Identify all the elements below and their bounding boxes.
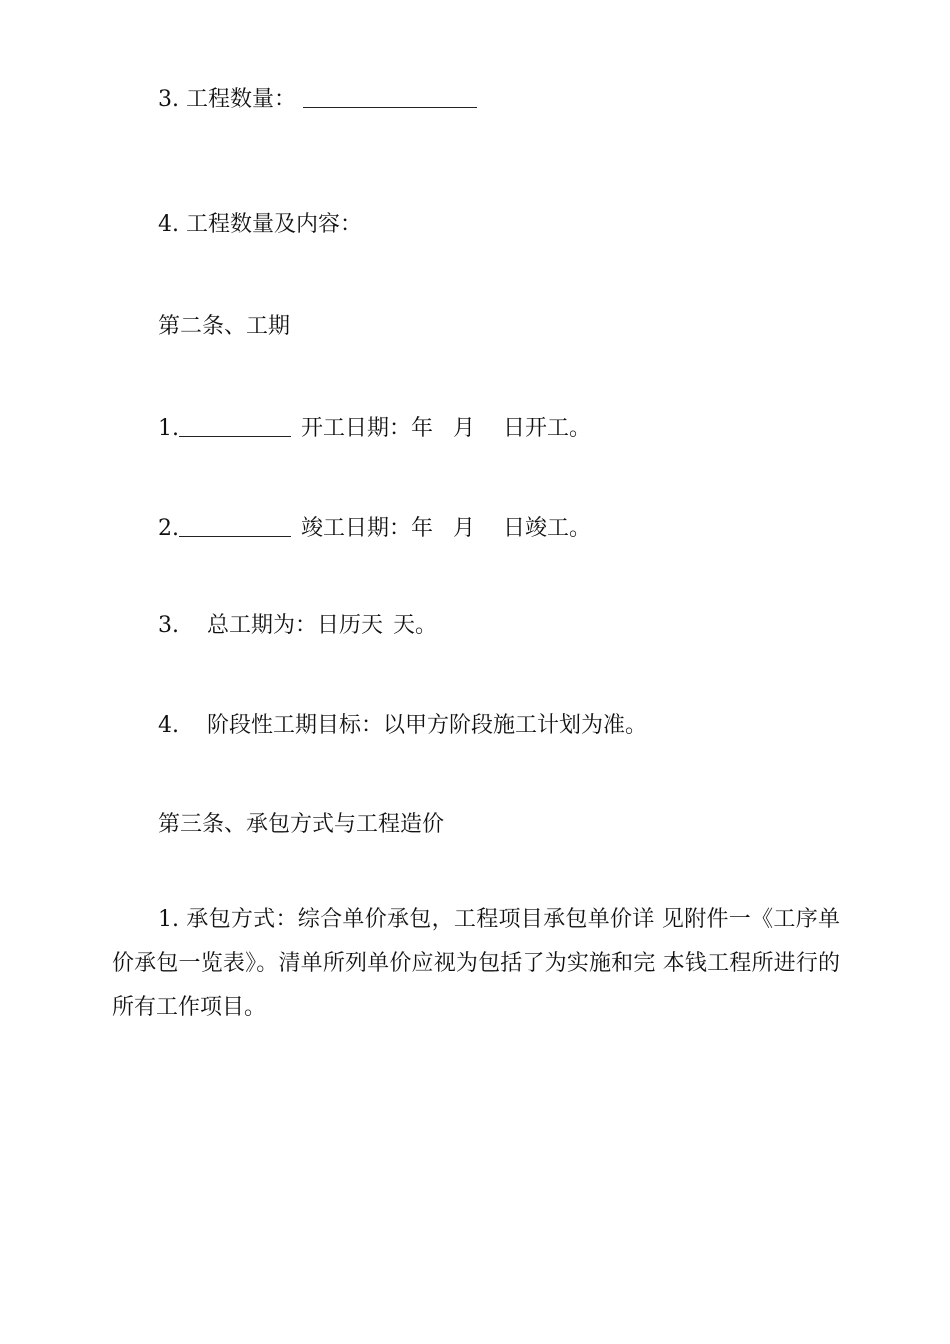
finish-blank [179,514,291,537]
start-label: 开工日期：年 [301,416,434,441]
article-3-item-1 [112,898,840,1030]
start-day: 日开工。 [503,416,592,441]
total-label: 总工期为：日历天 [207,613,384,638]
item-3-quantity [158,83,477,113]
item-4-number: 4. [158,212,179,237]
total-number: 3. [158,613,179,638]
start-date-line [158,412,591,442]
finish-number: 2. [158,516,179,541]
finish-month: 月 [453,516,476,541]
stage-number: 4. [158,713,179,738]
finish-day: 日竣工。 [503,516,592,541]
article-3-item-1-text: 1. 承包方式：综合单价承包，工程项目承包单价详 见附件一《工序单价承包一览表》。清单所列单价应视为包括了为实施和完 本钱工程所进行的所有工作项目。 [112,907,840,1020]
start-blank [179,414,291,437]
total-unit: 天。 [393,613,438,638]
item-4-label: 工程数量及内容： [186,212,363,237]
start-month: 月 [453,416,476,441]
article-3-heading: 第三条、承包方式与工程造价 [158,812,445,837]
start-number: 1. [158,416,179,441]
stage-label: 阶段性工期目标：以甲方阶段施工计划为准。 [207,713,648,738]
total-duration-line [158,611,437,641]
finish-date-line [158,512,591,542]
stage-target-line [158,711,647,741]
article-2-heading: 第二条、工期 [158,314,291,339]
item-4-quantity-content [158,210,362,240]
item-3-number: 3. [158,87,179,112]
finish-label: 竣工日期：年 [301,516,434,541]
item-3-label: 工程数量： [186,87,297,112]
quantity-blank [303,85,477,108]
